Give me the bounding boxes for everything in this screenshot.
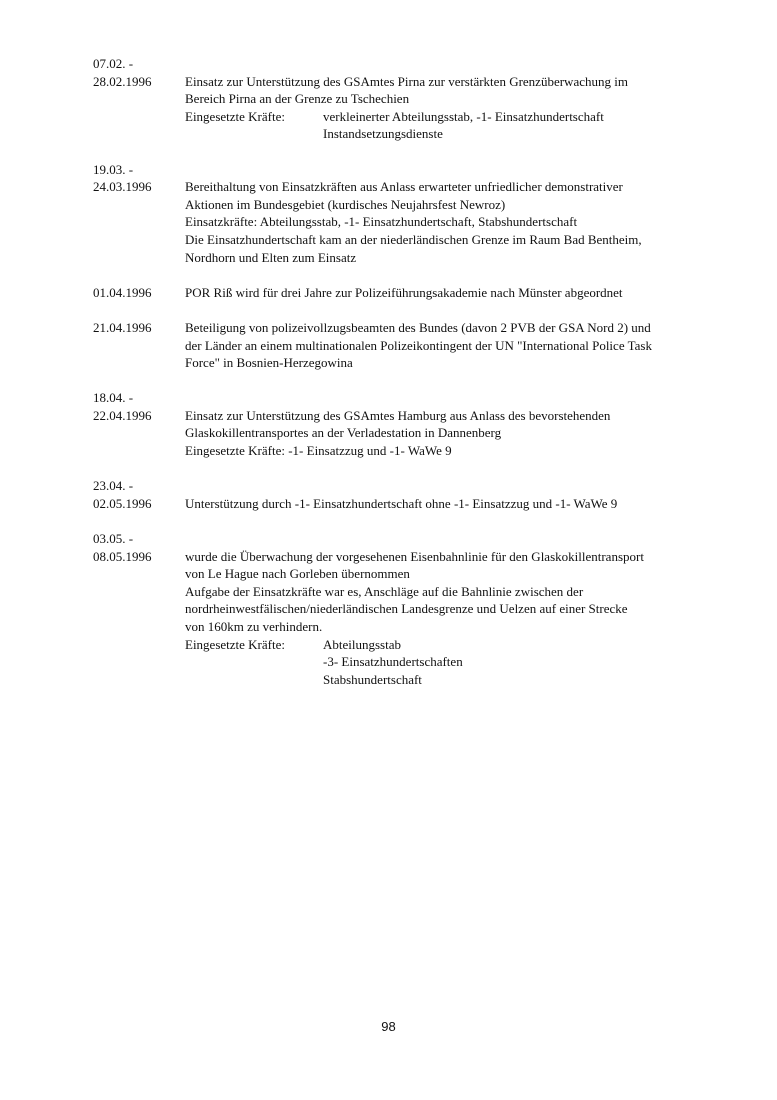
text-line: von 160km zu verhindern.	[185, 619, 323, 634]
date-start-row	[93, 389, 693, 407]
forces-row	[185, 653, 693, 671]
forces-value: Abteilungsstab	[323, 636, 401, 652]
date-start: 23.04. -	[93, 478, 134, 494]
chronicle-entry	[93, 284, 693, 302]
chronicle-entry	[93, 389, 693, 459]
text-line: Nordhorn und Elten zum Einsatz	[185, 249, 357, 265]
entry-row	[93, 73, 693, 143]
text-line: Die Einsatzhundertschaft kam an der niederländischen Grenze im Raum Bad Bentheim,	[185, 231, 642, 247]
forces-label: Eingesetzte Kräfte:	[185, 636, 285, 652]
entry-text	[185, 284, 693, 302]
entry-text	[185, 178, 693, 266]
text-line: Glaskokillentransportes an der Verladestation in Dannenberg	[185, 425, 502, 441]
date-end: 01.04.1996	[93, 284, 152, 300]
chronicle-entry	[93, 55, 693, 143]
text-line: nordrheinwestfälischen/niederländischen Landesgrenze und Uelzen auf einer Strecke	[185, 601, 628, 617]
text-line: Aufgabe der Einsatzkräfte war es, Anschläge auf die Bahnlinie zwischen der	[185, 583, 584, 599]
date-end: 24.03.1996	[93, 179, 152, 195]
text-line: POR Riß wird für drei Jahre zur Polizeiführungsakademie nach Münster abgeordnet	[185, 284, 623, 300]
forces-row	[185, 125, 693, 143]
text-line: der Länder an einem multinationalen Polizeikontingent der UN "International Police Task	[185, 337, 652, 353]
text-line: Beteiligung von polizeivollzugsbeamten des Bundes (davon 2 PVB der GSA Nord 2) und	[185, 319, 651, 335]
entry-row	[93, 495, 693, 513]
forces-value: Instandsetzungsdienste	[323, 126, 443, 142]
text-line: Bereithaltung von Einsatzkräften aus Anlass erwarteter unfriedlicher demonstrativer	[185, 179, 623, 195]
chronicle-entry	[93, 477, 693, 512]
forces-label: Eingesetzte Kräfte:	[185, 108, 285, 124]
entry-row	[93, 178, 693, 266]
forces-row	[185, 671, 693, 689]
date-start-row	[93, 161, 693, 179]
text-line: Bereich Pirna an der Grenze zu Tschechien	[185, 91, 410, 107]
chronicle-entry	[93, 319, 693, 372]
entry-text	[185, 548, 693, 689]
text-line: von Le Hague nach Gorleben übernommen	[185, 566, 410, 582]
page-number: 98	[381, 1019, 396, 1034]
date-start: 19.03. -	[93, 161, 134, 177]
text-line: Aktionen im Bundesgebiet (kurdisches Neujahrsfest Newroz)	[185, 196, 506, 212]
date-start: 18.04. -	[93, 390, 134, 406]
entry-row	[93, 284, 693, 302]
chronicle-entry	[93, 530, 693, 688]
forces-label	[185, 653, 323, 671]
date-start-row	[93, 55, 693, 73]
date-end: 22.04.1996	[93, 407, 152, 423]
forces-label	[185, 125, 323, 143]
forces-label	[185, 671, 323, 689]
text-line: Eingesetzte Kräfte: -1- Einsatzzug und -1- WaWe 9	[185, 443, 452, 459]
entry-row	[93, 407, 693, 460]
text-line: Force" in Bosnien-Herzegowina	[185, 355, 353, 371]
forces-value: verkleinerter Abteilungsstab, -1- Einsatzhundertschaft	[323, 108, 604, 124]
date-start-row	[93, 530, 693, 548]
document-body	[93, 55, 693, 706]
entry-row	[93, 548, 693, 689]
date-start: 03.05. -	[93, 531, 134, 547]
text-line: wurde die Überwachung der vorgesehenen Eisenbahnlinie für den Glaskokillentransport	[185, 548, 644, 564]
forces-value: Stabshundertschaft	[323, 671, 422, 687]
date-start: 07.02. -	[93, 56, 134, 71]
entry-text	[185, 319, 693, 372]
forces-row	[185, 108, 693, 126]
text-line: Einsatz zur Unterstützung des GSAmtes Pirna zur verstärkten Grenzüberwachung im	[185, 73, 628, 89]
entry-row	[93, 319, 693, 372]
forces-row	[185, 636, 693, 654]
chronicle-entry	[93, 161, 693, 267]
date-end: 21.04.1996	[93, 319, 152, 335]
date-end: 28.02.1996	[93, 73, 152, 89]
text-line: Einsatzkräfte: Abteilungsstab, -1- Einsatzhundertschaft, Stabshundertschaft	[185, 214, 578, 230]
entry-text	[185, 495, 693, 513]
entry-text	[185, 407, 693, 460]
text-line: Einsatz zur Unterstützung des GSAmtes Hamburg aus Anlass des bevorstehenden	[185, 407, 611, 423]
date-end: 08.05.1996	[93, 548, 152, 564]
forces-value: -3- Einsatzhundertschaften	[323, 654, 463, 670]
text-line: Unterstützung durch -1- Einsatzhundertschaft ohne -1- Einsatzzug und -1- WaWe 9	[185, 495, 618, 511]
date-end: 02.05.1996	[93, 495, 152, 511]
date-start-row	[93, 477, 693, 495]
entry-text	[185, 73, 693, 143]
